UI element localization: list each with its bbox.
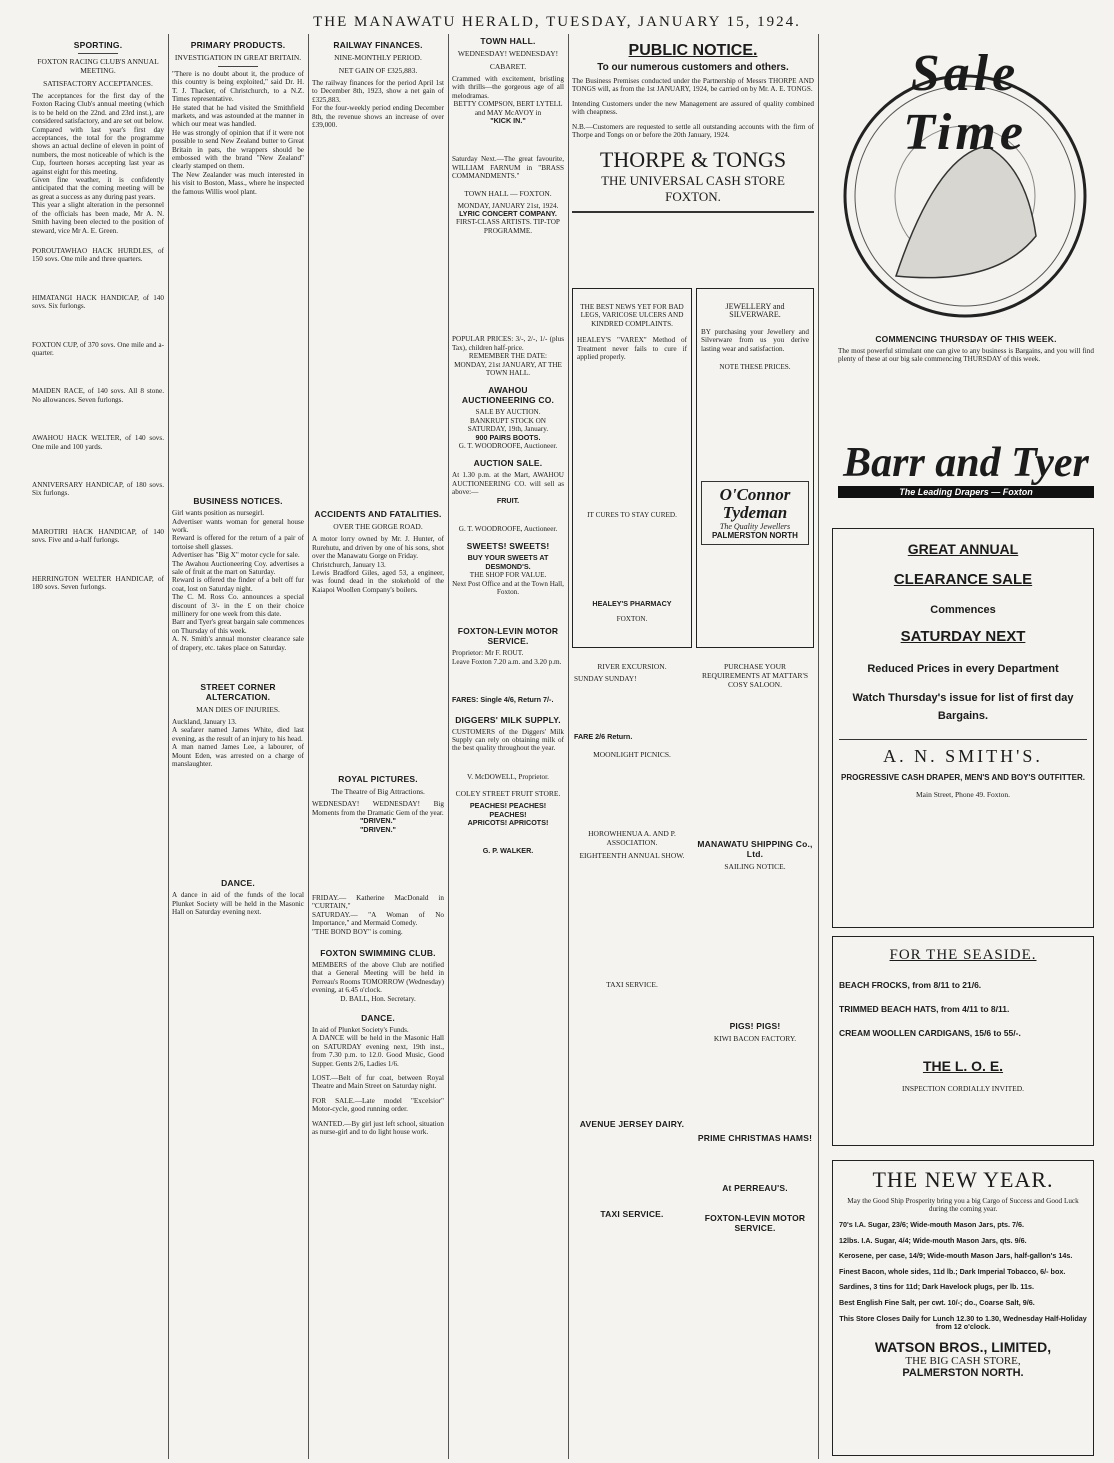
ad-line: FOR SALE.—Late model "Excelsior" Motor-cycle, good running order. — [312, 1096, 444, 1114]
jeweller-tagline: The Quality Jewellers — [719, 522, 791, 532]
ad-heading: EIGHTEENTH ANNUAL SHOW. — [579, 850, 685, 860]
section-heading: DIGGERS' MILK SUPPLY. — [455, 714, 561, 725]
ad-line: LYRIC CONCERT COMPANY. — [459, 209, 557, 219]
subheading: WEDNESDAY! WEDNESDAY! — [457, 49, 559, 58]
ad-heading: RIVER EXCURSION. — [597, 662, 667, 671]
race-entry: ANNIVERSARY HANDICAP, of 180 sovs. Six furlongs. — [32, 480, 164, 498]
store-town: FOXTON. — [665, 189, 721, 205]
clearance-line: Reduced Prices in every Department — [867, 663, 1059, 675]
price-item: 70's I.A. Sugar, 23/6; Wide-mouth Mason Jars, pts. 7/6. — [839, 1220, 1024, 1229]
section-heading: FOXTON-LEVIN MOTOR SERVICE. — [457, 626, 559, 647]
column-rule — [168, 34, 169, 1459]
ad-line: G. T. WOODROOFE, Auctioneer. — [458, 524, 558, 533]
ad-line: Crammed with excitement, bristling with thrills—the gorgeous age of all melodramas. — [452, 75, 564, 100]
subheading: SATISFACTORY ACCEPTANCES. — [43, 79, 153, 88]
ad-line: APRICOTS! APRICOTS! — [467, 818, 549, 828]
ad-heading: PURCHASE YOUR REQUIREMENTS AT MATTAR'S COSY SALOON. — [701, 662, 809, 689]
price-item: 12lbs. I.A. Sugar, 4/4; Wide-mouth Mason Jars, qts. 9/6. — [839, 1235, 1027, 1245]
brand-name: Barr and Tyer — [843, 440, 1089, 486]
masthead — [0, 14, 1114, 31]
notice-item: Reward is offered the finder of a belt off fur coat, lost on Saturday night. — [172, 576, 304, 593]
ad-line: MONDAY, JANUARY 21st, 1924. — [457, 201, 559, 210]
race-entry: POROUTAWHAO HACK HURDLES, of 150 sovs. One mile and three quarters. — [32, 246, 164, 264]
notice-item: The Awahou Auctioneering Coy. advertises a sale of fruit at the mart on Saturday. — [172, 559, 304, 576]
store-name: A. N. SMITH'S. — [883, 746, 1043, 766]
ad-line: LOST.—Belt of fur coat, between Royal Theatre and Main Street on Saturday night. — [312, 1074, 444, 1091]
subheading: The Theatre of Big Attractions. — [331, 787, 425, 797]
price-item: Finest Bacon, whole sides, 11d lb.; Dark Imperial Tobacco, 6/- box. — [839, 1266, 1066, 1276]
article-paragraph: A seafarer named James White, died last evening, as the result of an injury to his head. — [172, 726, 304, 743]
article-paragraph: For the four-weekly period ending December 8th, the revenue shows an increase of over £39,000. — [312, 104, 444, 130]
ad-line: 900 PAIRS BOOTS. — [475, 432, 541, 442]
ad-line: POPULAR PRICES: 3/-, 2/-, 1/- (plus Tax), children half-price. — [452, 335, 564, 352]
ad-line: SATURDAY.— "A Woman of No Importance," and Mermaid Comedy. — [312, 910, 444, 928]
ad-town: FOXTON. — [616, 615, 648, 624]
sale-time-title: Sale Time — [903, 45, 1027, 161]
race-entry: HIMATANGI HACK HANDICAP, of 140 sovs. Six furlongs. — [32, 293, 164, 311]
article-paragraph: Lewis Bradford Giles, aged 53, a engineer, was found dead in the stokehold of the Kaiapoi Woollen Company's boilers. — [312, 569, 444, 594]
race-entry: AWAHOU HACK WELTER, of 140 sovs. One mile and 100 yards. — [32, 434, 164, 451]
notice-item: The C. M. Ross Co. announces a special discount of 3/- in the £ on their choice millinery for one week from this date. — [172, 593, 304, 618]
barr-tyer-logo — [838, 440, 1094, 510]
ad-line: At 1.30 p.m. at the Mart, AWAHOU AUCTIONEERING CO. will sell as above:— — [452, 471, 564, 497]
ad-heading: TAXI SERVICE. — [606, 979, 658, 989]
notice-item: Barr and Tyer's great bargain sale commences on Thursday of this week. — [172, 618, 304, 635]
sale-time-illustration — [836, 36, 1094, 326]
column-notices-lower-right — [696, 660, 814, 1460]
ad-heading: AVENUE JERSEY DAIRY. — [579, 1118, 685, 1129]
ad-body: HEALEY'S "VAREX" Method of Treatment never fails to cure if applied properly. — [577, 336, 687, 362]
section-heading: PRIMARY PRODUCTS. — [190, 40, 286, 50]
ad-heading: MANAWATU SHIPPING Co., Ltd. — [697, 839, 813, 859]
article-paragraph: Compared with last year's first day acceptances, the total for the programme shows an actual decline of eleven in point of numbers, the most noticeable of which is the Cup, fourteen horses accepting last year as against eight for this meeting. — [32, 125, 164, 176]
price-item: Kerosene, per case, 14/9; Wide-mouth Mason Jars, half-gallon's 14s. — [839, 1251, 1073, 1261]
ad-line: "KICK IN." — [490, 116, 526, 126]
column-rule — [448, 34, 449, 1459]
seaside-item: TRIMMED BEACH HATS, from 4/11 to 8/11. — [839, 1004, 1010, 1014]
article-paragraph: A dance in aid of the funds of the local Plunket Society will be held in the Masonic Hall on Saturday evening next. — [172, 891, 304, 917]
subheading: COLEY STREET FRUIT STORE. — [455, 789, 561, 799]
race-entry: FOXTON CUP, of 370 sovs. One mile and a-quarter. — [32, 340, 164, 357]
ad-line: Proprietor: Mr F. ROUT. — [452, 649, 524, 658]
ad-line: THE SHOP FOR VALUE. — [469, 571, 547, 580]
seaside-title: FOR THE SEASIDE. — [889, 947, 1037, 963]
new-year-advertisement — [832, 1160, 1094, 1456]
article-paragraph: "There is no doubt about it, the produce of this country is being exploited," said Dr. H. T. J. Thacker, of Christchurch, to a N.Z. Times representative. — [172, 70, 304, 104]
ad-line: A DANCE will be held in the Masonic Hall on SATURDAY evening next, 19th inst., from 7.30 p.m. to 12.0. Good Music, Good Supper. Gents 2/6, Ladies 1/6. — [312, 1034, 444, 1068]
notice-paragraph: Intending Customers under the new Management are assured of quality combined with cheapness. — [572, 99, 814, 117]
seaside-advertisement — [832, 936, 1094, 1146]
ad-line: PEACHES! PEACHES! PEACHES! — [469, 801, 547, 819]
store-subtitle: THE BIG CASH STORE, — [905, 1354, 1021, 1367]
section-heading: SWEETS! SWEETS! — [466, 541, 550, 552]
ad-line: FARES: Single 4/6, Return 7/-. — [452, 695, 554, 705]
public-notice-title: PUBLIC NOTICE. — [628, 42, 758, 59]
jewellery-advertisement — [696, 288, 814, 648]
section-heading: FOXTON SWIMMING CLUB. — [320, 947, 436, 958]
ad-line: BANKRUPT STOCK ON SATURDAY, 19th, January. — [467, 416, 549, 434]
section-heading: AUCTION SALE. — [473, 458, 543, 469]
notice-item: Girl wants position as nursegirl. — [172, 509, 265, 518]
ad-line: V. McDOWELL, Proprietor. — [467, 772, 549, 781]
race-entry: HERRINGTON WELTER HANDICAP, of 180 sovs. Seven furlongs. — [32, 574, 164, 591]
subheading: OVER THE GORGE ROAD. — [333, 522, 423, 532]
subheading: NET GAIN OF £325,883. — [338, 66, 418, 75]
ad-line: FARE 2/6 Return. — [574, 732, 633, 742]
section-heading: STREET CORNER ALTERCATION. — [200, 682, 276, 702]
section-heading: RAILWAY FINANCES. — [333, 40, 423, 50]
subheading: MAN DIES OF INJURIES. — [196, 705, 280, 714]
clearance-line: CLEARANCE SALE — [893, 571, 1033, 588]
section-heading: DANCE. — [361, 1012, 395, 1023]
ad-line: BUY YOUR SWEETS AT DESMOND'S. — [467, 553, 549, 571]
article-paragraph: A man named James Lee, a labourer, of Mount Eden, was arrested on a charge of manslaughter. — [172, 743, 304, 769]
sale-subheading: COMMENCING THURSDAY OF THIS WEEK. — [875, 334, 1057, 344]
jeweller-town: PALMERSTON NORTH — [712, 531, 798, 541]
jeweller-brand: O'Connor Tydeman — [719, 485, 791, 523]
store-tagline: PROGRESSIVE CASH DRAPER, MEN'S AND BOY'S OUTFITTER. — [841, 773, 1085, 782]
clearance-line: Watch Thursday's issue for list of first day Bargains. — [852, 692, 1074, 722]
ad-line: In aid of Plunket Society's Funds. — [312, 1025, 409, 1034]
ad-line: D. BALL, Hon. Secretary. — [340, 994, 416, 1003]
store-subtitle: THE UNIVERSAL CASH STORE — [601, 173, 785, 189]
column-town-hall — [452, 36, 564, 1456]
subheading: CABARET. — [489, 62, 527, 71]
article-paragraph: This year a slight alteration in the personnel of the officials has been made, Mr A. N. Smith having been elected to the position of steward, vice Mr A. E. Green. — [32, 201, 164, 235]
sale-body: The most powerful stimulant one can give to any business is Bargains, and you will find plenty of these at our big sale commencing THURSDAY of this week. — [838, 347, 1094, 364]
article-paragraph: A motor lorry owned by Mr. J. Hunter, of Rurehutu, and driven by one of his sons, shot over the Manawatu Gorge on Friday. — [312, 535, 444, 561]
article-paragraph: The railway finances for the period April 1st to December 8th, 1923, show a net gain of £325,883. — [312, 79, 444, 104]
article-paragraph: He stated that he had visited the Smithfield markets, and was astounded at the manner in which our meat was handled. — [172, 103, 304, 129]
masthead-title: THE MANAWATU HERALD, TUESDAY, JANUARY 15, 1924. — [313, 14, 801, 30]
ad-heading: MOONLIGHT PICNICS. — [593, 749, 671, 759]
seaside-item: CREAM WOOLLEN CARDIGANS, 15/6 to 55/-. — [839, 1028, 1021, 1038]
notice-item: A. N. Smith's annual monster clearance sale of drapery, etc. takes place on Saturday. — [172, 635, 304, 652]
column-rule — [308, 34, 309, 1459]
column-sporting — [32, 36, 164, 1456]
ad-line: IT CURES TO STAY CURED. — [587, 511, 677, 520]
store-town: PALMERSTON NORTH. — [902, 1366, 1024, 1379]
closing-hours: This Store Closes Daily for Lunch 12.30 to 1.30, Wednesday Half-Holiday from 12 o'clock. — [839, 1313, 1087, 1331]
ad-line: G. P. WALKER. — [482, 846, 534, 856]
section-heading: AWAHOU AUCTIONEERING CO. — [461, 385, 555, 406]
ad-line: Next Post Office and at the Town Hall, Foxton. — [452, 579, 564, 596]
subheading: NINE-MONTHLY PERIOD. — [334, 53, 422, 62]
store-name: THE L. O. E. — [922, 1058, 1004, 1074]
ad-line: "DRIVEN." — [360, 816, 396, 826]
divider — [218, 66, 258, 67]
ad-line: Saturday Next.—The great favourite, WILLIAM FARNUM in "BRASS COMMANDMENTS." — [452, 155, 564, 181]
column-rule — [818, 34, 819, 1459]
ad-body: BY purchasing your Jewellery and Silverware from us you derive lasting wear and satisfaction. — [701, 327, 809, 353]
jeweller-logo — [701, 481, 809, 545]
ad-line: CUSTOMERS of the Diggers' Milk Supply can rely on obtaining milk of the best quality throughout the year. — [452, 727, 564, 753]
ad-line: Leave Foxton 7.20 a.m. and 3.20 p.m. — [452, 657, 562, 666]
brand-tagline: The Leading Drapers — Foxton — [838, 486, 1094, 498]
ad-line: SALE BY AUCTION. — [475, 408, 541, 417]
ad-line: MEMBERS of the above Club are notified that a General Meeting will be held in Perreau's Rooms TOMORROW (Wednesday) evening, at 6.45 o'clock. — [312, 960, 444, 995]
notice-paragraph: The Business Premises conducted under the Partnership of Messrs THORPE AND TONGS will, as from the 1st JANUARY, 1924, be carried on by Mr. A. E. TONGS. — [572, 77, 814, 94]
article-paragraph: Christchurch, January 13. — [312, 560, 386, 569]
barr-tyer-text — [838, 330, 1094, 440]
subheading: TOWN HALL — FOXTON. — [464, 188, 552, 198]
ad-line: REMEMBER THE DATE: MONDAY, 21st JANUARY, AT THE TOWN HALL. — [454, 352, 562, 377]
ad-line: WANTED.—By girl just left school, situation as nurse-girl and to do light house work. — [312, 1119, 444, 1137]
section-heading: ACCIDENTS AND FATALITIES. — [314, 509, 442, 520]
store-address: Main Street, Phone 49. Foxton. — [916, 790, 1010, 799]
store-name: THORPE & TONGS — [599, 147, 787, 173]
clearance-line: GREAT ANNUAL — [907, 541, 1019, 557]
subheading: INVESTIGATION IN GREAT BRITAIN. — [174, 53, 302, 62]
race-entry: MAIDEN RACE, of 140 sovs. All 8 stone. No allowances. Seven furlongs. — [32, 387, 164, 404]
new-year-intro: May the Good Ship Prosperity bring you a big Cargo of Success and Good Luck during the coming year. — [847, 1197, 1079, 1214]
article-paragraph: He was strongly of opinion that if it were not possible to send New Zealand butter to Great Britain in pats, the wrappers should be embossed with the brand "New Zealand" clearly stamped on them. — [172, 128, 304, 171]
store-name: WATSON BROS., LIMITED, — [874, 1338, 1052, 1355]
column-railway-finances — [312, 36, 444, 1456]
ad-line: WEDNESDAY! WEDNESDAY! Big Moments from the Dramatic Gem of the year. — [312, 800, 444, 817]
section-heading: DANCE. — [221, 878, 255, 889]
section-heading: SPORTING. — [73, 40, 123, 50]
notice-paragraph: N.B.—Customers are requested to settle all outstanding accounts with the firm of Thorpe and Tongs on or before the 20th January, 1924. — [572, 122, 814, 140]
ad-heading: TAXI SERVICE. — [600, 1208, 664, 1219]
ad-heading: PIGS! PIGS! — [729, 1021, 781, 1031]
ad-line: FIRST-CLASS ARTISTS. TIP-TOP PROGRAMME. — [456, 218, 560, 235]
ad-line: FRUIT. — [496, 495, 520, 505]
ad-heading: FOXTON-LEVIN MOTOR SERVICE. — [704, 1213, 806, 1233]
column-rule — [568, 34, 569, 1459]
ad-heading: HOROWHENUA A. AND P. ASSOCIATION. — [588, 828, 676, 847]
ad-heading: KIWI BACON FACTORY. — [713, 1034, 797, 1043]
ad-line: "DRIVEN." — [360, 824, 396, 834]
section-heading: ROYAL PICTURES. — [338, 774, 418, 785]
section-heading: TOWN HALL. — [480, 36, 536, 46]
ad-line: BETTY COMPSON, BERT LYTELL and MAY McAVOY in — [453, 100, 563, 117]
price-item: Best English Fine Salt, per cwt. 10/-; do., Coarse Salt, 9/6. — [839, 1297, 1035, 1307]
divider — [78, 53, 118, 54]
clearance-line: SATURDAY NEXT — [900, 628, 1026, 645]
ad-line: FRIDAY.— Katherine MacDonald in "CURTAIN," — [312, 893, 444, 911]
ad-heading: At PERREAU'S. — [722, 1183, 788, 1193]
ad-title: THE BEST NEWS YET FOR BAD LEGS, VARICOSE ULCERS AND KINDRED COMPLAINTS. — [580, 303, 684, 328]
notice-item: Reward is offered for the return of a pair of tortoise shell glasses. — [172, 534, 304, 551]
race-entry: MAROTIRI HACK HANDICAP, of 140 sovs. Five and a-half furlongs. — [32, 527, 164, 545]
ad-line: G. T. WOODROOFE, Auctioneer. — [458, 441, 558, 450]
ad-line: NOTE THESE PRICES. — [719, 363, 791, 372]
clearance-line: Commences — [930, 604, 996, 616]
article-paragraph: The acceptances for the first day of the Foxton Racing Club's annual meeting (which is to be held on the 22nd. and 23rd inst.), are considered satisfactory, and are set out below. — [32, 92, 164, 126]
public-notice-subtitle: To our numerous customers and others. — [597, 62, 789, 73]
notice-item: Advertiser wants woman for general house work. — [172, 517, 304, 534]
new-year-title: THE NEW YEAR. — [872, 1167, 1054, 1192]
article-paragraph: The New Zealander was much interested in his visit to Boston, Mass., where he inspected the famous Willis wool plant. — [172, 170, 304, 196]
ad-line: SUNDAY SUNDAY! — [574, 675, 637, 683]
ad-heading: SAILING NOTICE. — [724, 862, 786, 871]
clearance-sale-advertisement — [832, 528, 1094, 928]
column-primary-products — [172, 36, 304, 1456]
section-heading: BUSINESS NOTICES. — [193, 496, 283, 507]
article-paragraph: Given fine weather, it is confidently anticipated that the coming meeting will be as great a success as any during past years. — [32, 176, 164, 201]
notice-item: Advertiser has "Big X" motor cycle for sale. — [172, 551, 300, 560]
ad-title: JEWELLERY and SILVERWARE. — [725, 302, 785, 320]
article-paragraph: Auckland, January 13. — [172, 718, 237, 726]
subheading: FOXTON RACING CLUB'S ANNUAL MEETING. — [37, 57, 159, 75]
ad-line: "THE BOND BOY" is coming. — [312, 927, 403, 936]
seaside-item: BEACH FROCKS, from 8/11 to 21/6. — [839, 980, 982, 990]
ad-heading: PRIME CHRISTMAS HAMS! — [697, 1133, 813, 1143]
healey-advertisement — [572, 288, 692, 648]
store-footer: INSPECTION CORDIALLY INVITED. — [901, 1084, 1025, 1093]
column-notices-lower-left — [574, 660, 690, 1460]
price-item: Sardines, 3 tins for 11d; Dark Havelock plugs, per lb. 11s. — [839, 1282, 1034, 1292]
ad-name: HEALEY'S PHARMACY — [592, 598, 672, 608]
